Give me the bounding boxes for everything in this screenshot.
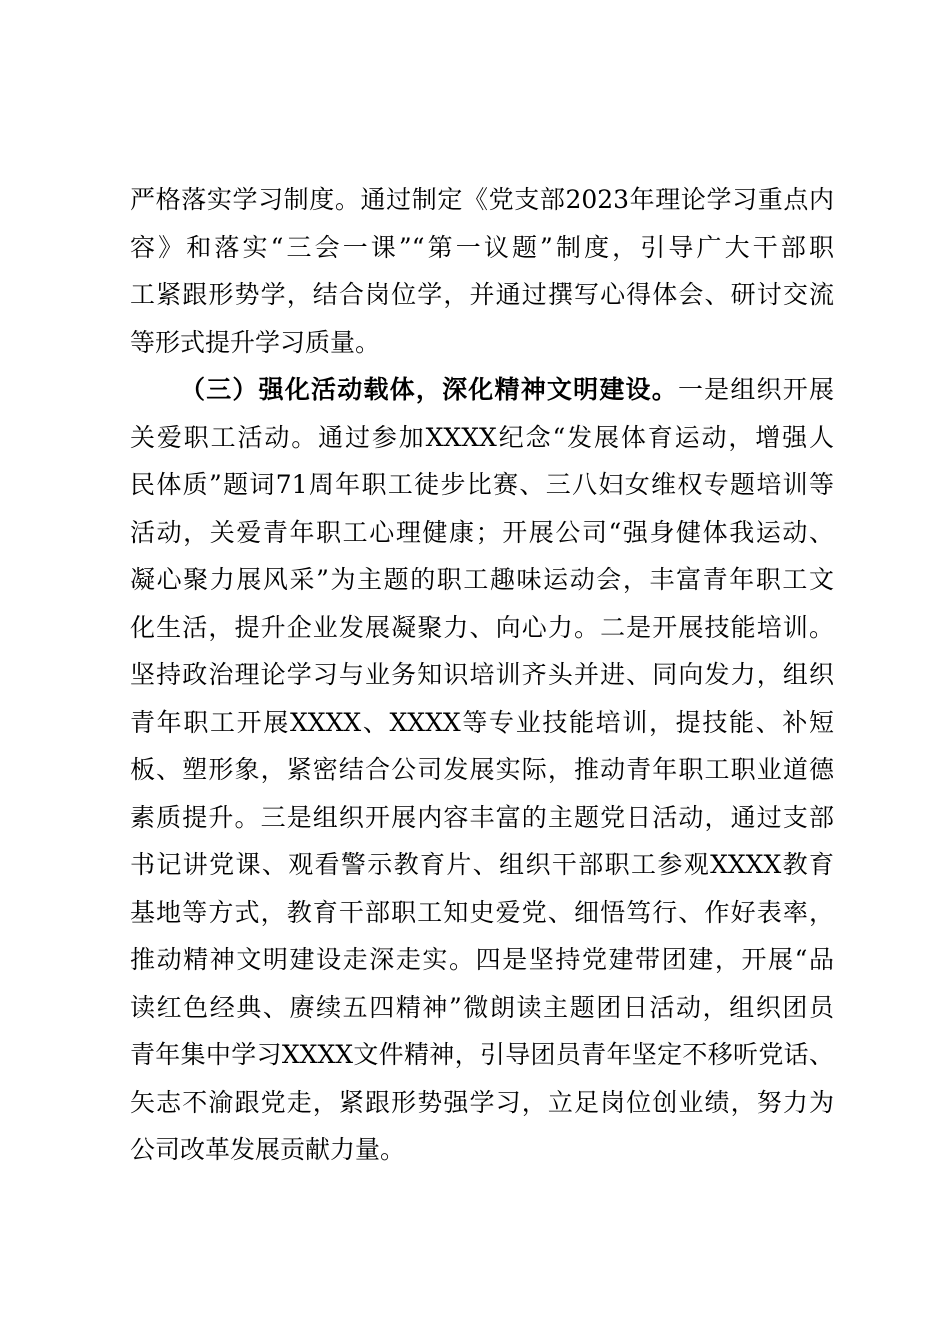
text-line: 关爱职工活动。通过参加XXXX纪念“发展体育运动，增强人 (130, 422, 834, 452)
text-line: 推动精神文明建设走深走实。四是坚持党建带团建，开展“品 (130, 945, 834, 974)
text-line: 严格落实学习制度。通过制定《党支部2023年理论学习重点内 (130, 185, 834, 214)
paragraph-activities (130, 366, 834, 1174)
text-line: 书记讲党课、观看警示教育片、组织干部职工参观XXXX教育 (130, 850, 834, 879)
text-line: 工紧跟形势学，结合岗位学，并通过撰写心得体会、研讨交流 (130, 280, 834, 309)
section-heading: （三）强化活动载体，深化精神文明建设。 (180, 375, 678, 404)
heading-line-text: 一是组织开展 (677, 375, 834, 404)
paragraph-study-system (130, 176, 834, 366)
text-line: 青年职工开展XXXX、XXXX等专业技能培训，提技能、补短 (130, 707, 834, 737)
text-line: 坚持政治理论学习与业务知识培训齐头并进、同向发力，组织 (130, 660, 834, 689)
text-line: 基地等方式，教育干部职工知史爱党、细悟笃行、作好表率， (130, 897, 834, 927)
text-line: 化生活，提升企业发展凝聚力、向心力。二是开展技能培训。 (130, 612, 834, 642)
text-line (130, 366, 834, 414)
text-line: 板、塑形象，紧密结合公司发展实际，推动青年职工职业道德 (130, 755, 834, 784)
text-line: 素质提升。三是组织开展内容丰富的主题党日活动，通过支部 (130, 802, 834, 832)
text-line: 青年集中学习XXXX文件精神，引导团员青年坚定不移听党话、 (130, 1040, 834, 1069)
text-line: 凝心聚力展风采”为主题的职工趣味运动会，丰富青年职工文 (130, 565, 834, 594)
text-line: 公司改革发展贡献力量。 (130, 1135, 406, 1164)
text-line: 容》和落实“三会一课”“第一议题”制度，引导广大干部职 (130, 232, 834, 262)
text-line: 等形式提升学习质量。 (130, 327, 381, 357)
text-line: 矢志不渝跟党走，紧跟形势强学习，立足岗位创业绩，努力为 (130, 1087, 834, 1117)
text-line: 读红色经典、赓续五四精神”微朗读主题团日活动，组织团员 (130, 992, 834, 1022)
document-body (130, 176, 834, 1174)
text-line: 活动，关爱青年职工心理健康；开展公司“强身健体我运动、 (130, 517, 834, 547)
text-line: 民体质”题词71周年职工徒步比赛、三八妇女维权专题培训等 (130, 470, 834, 499)
